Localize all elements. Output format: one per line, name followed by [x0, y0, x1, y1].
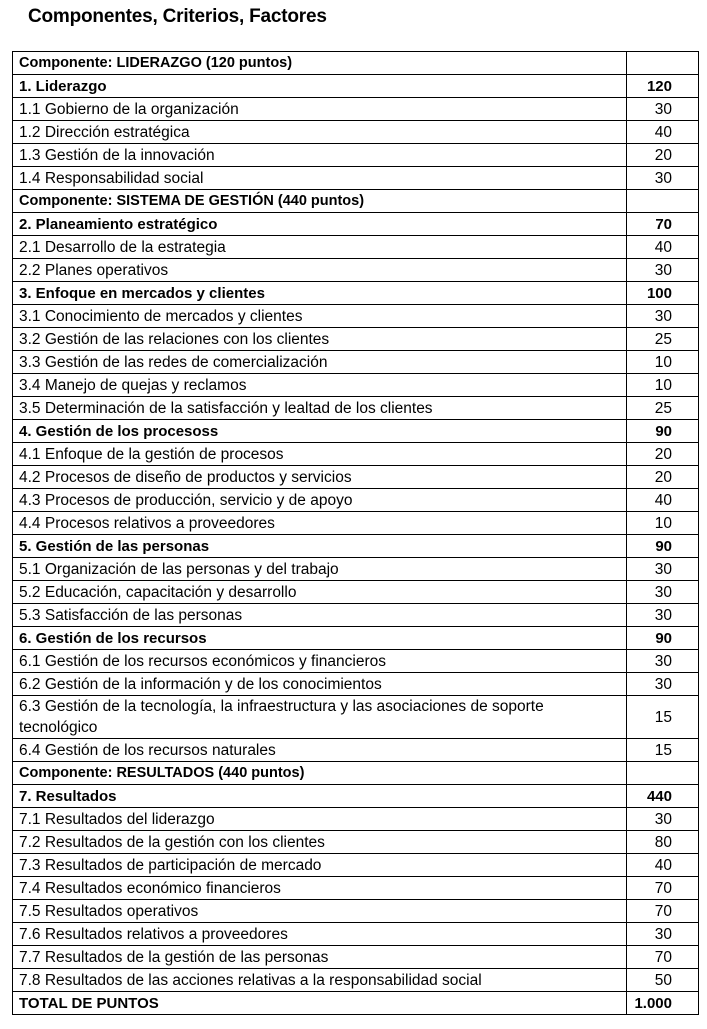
row-points: 10	[627, 374, 699, 397]
row-label: 3.3 Gestión de las redes de comercialización	[13, 351, 627, 374]
row-points: 40	[627, 489, 699, 512]
row-points: 30	[627, 604, 699, 627]
row-label: 4.1 Enfoque de la gestión de procesos	[13, 443, 627, 466]
component-row	[13, 52, 699, 75]
row-points: 30	[627, 581, 699, 604]
row-points: 70	[627, 900, 699, 923]
row-label: 7.7 Resultados de la gestión de las personas	[13, 946, 627, 969]
row-label: 5.1 Organización de las personas y del trabajo	[13, 558, 627, 581]
criterion-row	[13, 282, 699, 305]
row-label: 7.2 Resultados de la gestión con los clientes	[13, 831, 627, 854]
factor-row	[13, 374, 699, 397]
row-points: 15	[627, 696, 699, 739]
row-label: Componente: LIDERAZGO (120 puntos)	[13, 52, 627, 75]
factor-row	[13, 900, 699, 923]
row-label: 3.1 Conocimiento de mercados y clientes	[13, 305, 627, 328]
factor-row	[13, 969, 699, 992]
row-label: 6.2 Gestión de la información y de los conocimientos	[13, 673, 627, 696]
factor-row	[13, 121, 699, 144]
row-points	[627, 52, 699, 75]
factor-row	[13, 236, 699, 259]
row-points: 30	[627, 558, 699, 581]
row-label: 4.2 Procesos de diseño de productos y servicios	[13, 466, 627, 489]
row-points: 120	[627, 75, 699, 98]
factor-row	[13, 877, 699, 900]
row-points	[627, 762, 699, 785]
factor-row	[13, 351, 699, 374]
factor-row	[13, 650, 699, 673]
row-label: 7.8 Resultados de las acciones relativas a la responsabilidad social	[13, 969, 627, 992]
row-points: 440	[627, 785, 699, 808]
row-label: 4. Gestión de los procesoss	[13, 420, 627, 443]
row-points: 50	[627, 969, 699, 992]
row-points: 1.000	[627, 992, 699, 1015]
criterion-row	[13, 75, 699, 98]
row-points: 25	[627, 397, 699, 420]
row-label: 5.2 Educación, capacitación y desarrollo	[13, 581, 627, 604]
criterion-row	[13, 785, 699, 808]
row-label: 1.2 Dirección estratégica	[13, 121, 627, 144]
row-points: 40	[627, 854, 699, 877]
row-label: 2.2 Planes operativos	[13, 259, 627, 282]
row-points: 30	[627, 167, 699, 190]
row-label: 4.3 Procesos de producción, servicio y de apoyo	[13, 489, 627, 512]
criteria-table	[12, 51, 699, 1015]
factor-row	[13, 581, 699, 604]
row-points: 30	[627, 808, 699, 831]
row-label: 6. Gestión de los recursos	[13, 627, 627, 650]
factor-row	[13, 466, 699, 489]
row-points: 10	[627, 512, 699, 535]
factor-row	[13, 512, 699, 535]
row-points: 40	[627, 236, 699, 259]
row-label: 4.4 Procesos relativos a proveedores	[13, 512, 627, 535]
row-label: 3. Enfoque en mercados y clientes	[13, 282, 627, 305]
factor-row	[13, 558, 699, 581]
row-label: TOTAL DE PUNTOS	[13, 992, 627, 1015]
row-points: 20	[627, 144, 699, 167]
row-points: 70	[627, 877, 699, 900]
row-label: 2. Planeamiento estratégico	[13, 213, 627, 236]
row-points: 30	[627, 673, 699, 696]
criterion-row	[13, 535, 699, 558]
row-label: 5. Gestión de las personas	[13, 535, 627, 558]
row-points: 30	[627, 98, 699, 121]
row-label: 7.4 Resultados económico financieros	[13, 877, 627, 900]
row-points: 90	[627, 627, 699, 650]
factor-row	[13, 696, 699, 739]
factor-row	[13, 167, 699, 190]
row-points: 20	[627, 443, 699, 466]
row-points: 30	[627, 305, 699, 328]
factor-row	[13, 808, 699, 831]
row-label: 7.1 Resultados del liderazgo	[13, 808, 627, 831]
factor-row	[13, 328, 699, 351]
criterion-row	[13, 627, 699, 650]
row-points: 20	[627, 466, 699, 489]
row-label: 1.1 Gobierno de la organización	[13, 98, 627, 121]
row-label: 6.4 Gestión de los recursos naturales	[13, 739, 627, 762]
factor-row	[13, 604, 699, 627]
factor-row	[13, 443, 699, 466]
row-label: 1.3 Gestión de la innovación	[13, 144, 627, 167]
criterion-row	[13, 213, 699, 236]
row-label: 5.3 Satisfacción de las personas	[13, 604, 627, 627]
row-label: 1.4 Responsabilidad social	[13, 167, 627, 190]
row-label: 7.6 Resultados relativos a proveedores	[13, 923, 627, 946]
component-row	[13, 190, 699, 213]
row-points: 10	[627, 351, 699, 374]
row-points: 90	[627, 535, 699, 558]
row-points: 30	[627, 923, 699, 946]
factor-row	[13, 98, 699, 121]
factor-row	[13, 831, 699, 854]
factor-row	[13, 739, 699, 762]
row-points: 40	[627, 121, 699, 144]
row-points: 30	[627, 650, 699, 673]
row-label: 7.3 Resultados de participación de mercado	[13, 854, 627, 877]
row-points: 15	[627, 739, 699, 762]
factor-row	[13, 144, 699, 167]
row-label: 3.2 Gestión de las relaciones con los clientes	[13, 328, 627, 351]
row-points: 90	[627, 420, 699, 443]
factor-row	[13, 305, 699, 328]
row-points: 80	[627, 831, 699, 854]
row-points: 70	[627, 213, 699, 236]
factor-row	[13, 397, 699, 420]
factor-row	[13, 673, 699, 696]
criterion-row	[13, 420, 699, 443]
row-points: 70	[627, 946, 699, 969]
factor-row	[13, 259, 699, 282]
row-label: 7.5 Resultados operativos	[13, 900, 627, 923]
row-label: Componente: RESULTADOS (440 puntos)	[13, 762, 627, 785]
row-label: 3.4 Manejo de quejas y reclamos	[13, 374, 627, 397]
row-points	[627, 190, 699, 213]
row-label: 7. Resultados	[13, 785, 627, 808]
row-points: 30	[627, 259, 699, 282]
row-label: 6.1 Gestión de los recursos económicos y financieros	[13, 650, 627, 673]
row-label: 2.1 Desarrollo de la estrategia	[13, 236, 627, 259]
factor-row	[13, 946, 699, 969]
factor-row	[13, 854, 699, 877]
row-label: 3.5 Determinación de la satisfacción y lealtad de los clientes	[13, 397, 627, 420]
component-row	[13, 762, 699, 785]
row-points: 100	[627, 282, 699, 305]
total-row	[13, 992, 699, 1015]
row-label: 6.3 Gestión de la tecnología, la infraestructura y las asociaciones de soporte tecnológico	[13, 696, 627, 739]
row-label: Componente: SISTEMA DE GESTIÓN (440 puntos)	[13, 190, 627, 213]
document-title: Componentes, Criterios, Factores	[28, 6, 327, 27]
row-label: 1. Liderazgo	[13, 75, 627, 98]
row-points: 25	[627, 328, 699, 351]
factor-row	[13, 489, 699, 512]
factor-row	[13, 923, 699, 946]
